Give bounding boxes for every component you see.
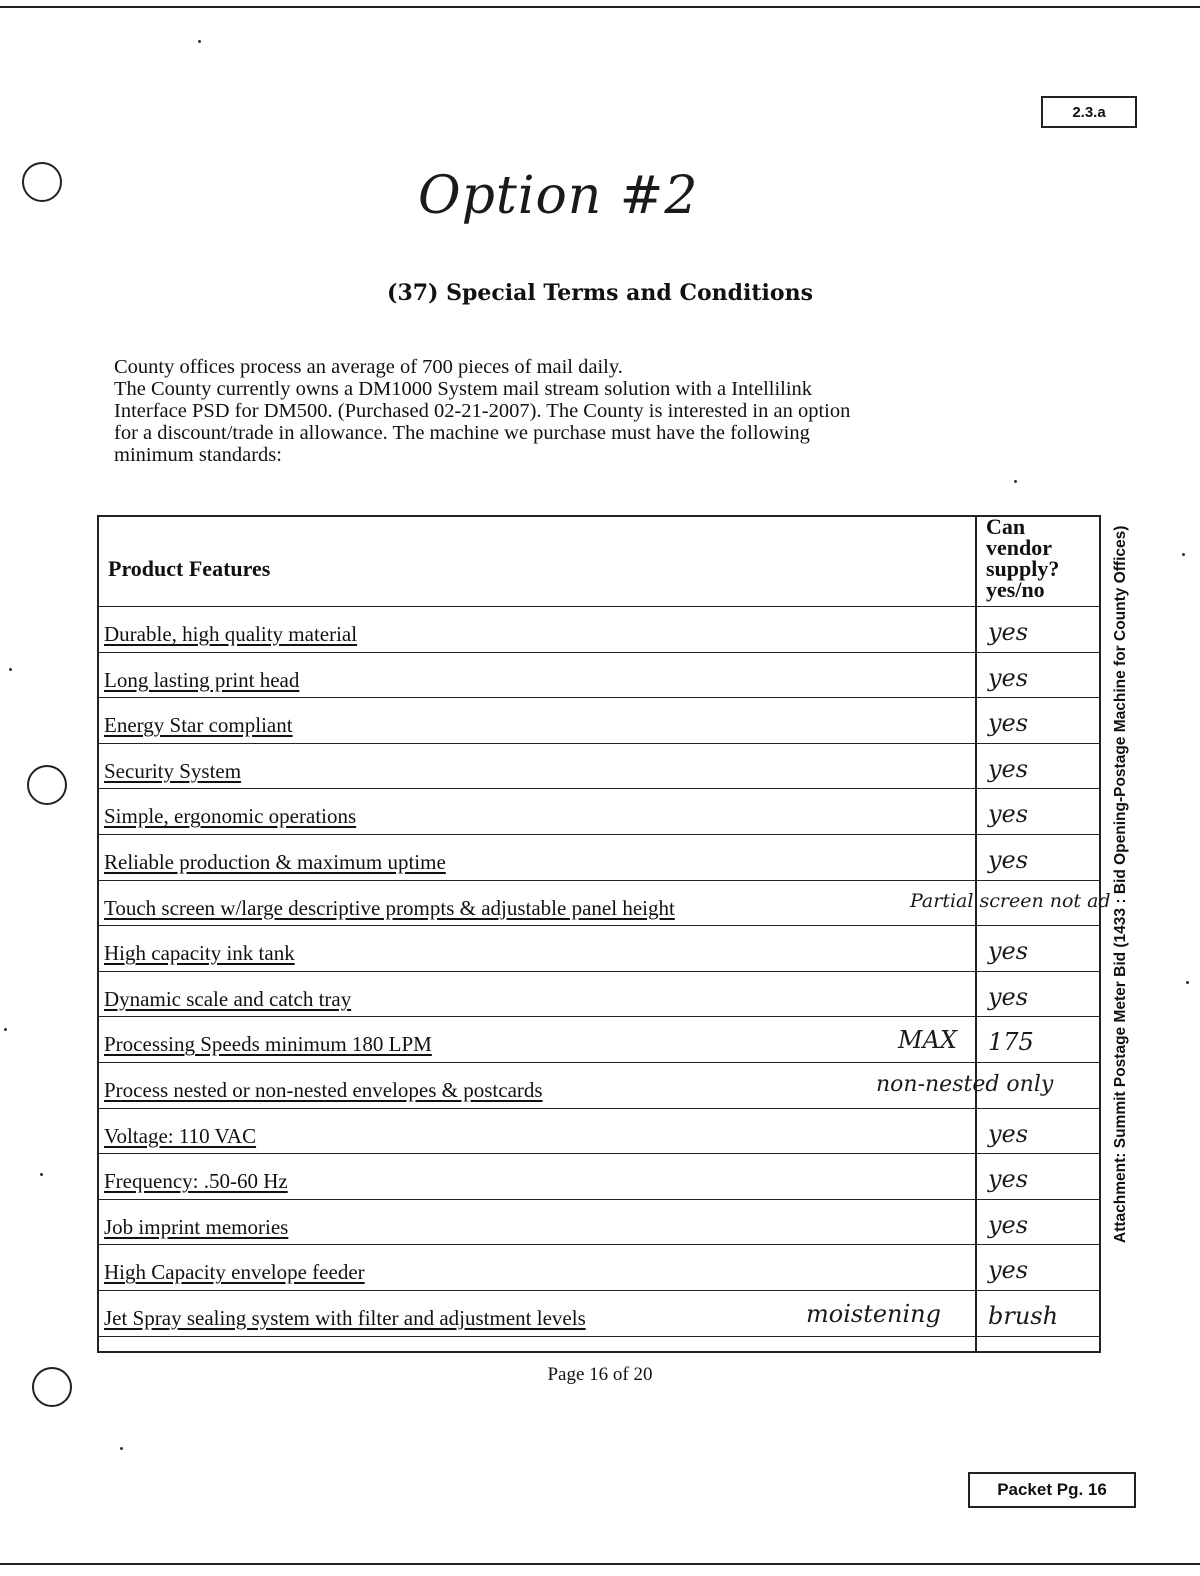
feature-label: High capacity ink tank <box>104 941 295 966</box>
handwritten-option-heading: Option #2 <box>418 166 699 226</box>
top-edge-line <box>0 6 1200 8</box>
row-rule <box>97 1153 1101 1154</box>
row-rule <box>97 925 1101 926</box>
row-rule <box>97 788 1101 789</box>
feature-label: Long lasting print head <box>104 667 300 692</box>
feature-label: Energy Star compliant <box>104 713 293 738</box>
intro-line: The County currently owns a DM1000 System mail stream solution with a Intellilink <box>114 378 813 400</box>
answer-handwritten: yes <box>988 1119 1029 1148</box>
row-rule <box>97 971 1101 972</box>
answer-handwritten: 175 <box>988 1028 1034 1057</box>
packet-page-badge: Packet Pg. 16 <box>968 1472 1136 1508</box>
scan-speck <box>40 1173 43 1176</box>
answer-handwritten: yes <box>988 1165 1029 1194</box>
row-rule <box>97 1199 1101 1200</box>
scan-speck <box>198 40 201 43</box>
punch-hole-top <box>22 162 62 202</box>
row-rule <box>97 743 1101 744</box>
answer-handwritten: yes <box>988 1256 1029 1285</box>
scan-speck <box>1014 480 1017 483</box>
answer-handwritten: yes <box>988 709 1029 738</box>
answer-handwritten: brush <box>988 1302 1059 1330</box>
answer-handwritten: yes <box>988 618 1029 646</box>
answer-handwritten: yes <box>988 800 1029 829</box>
scan-speck <box>1186 981 1189 984</box>
feature-label: High Capacity envelope feeder <box>104 1260 365 1285</box>
row-rule <box>97 1244 1101 1245</box>
attachment-side-label: Attachment: Summit Postage Meter Bid (1433 : Bid Opening-Postage Machine for County Offices) <box>1112 525 1129 1243</box>
scan-speck <box>4 1028 7 1031</box>
header-vendor-supply <box>986 516 1096 600</box>
feature-label: Processing Speeds minimum 180 LPM <box>104 1032 432 1057</box>
section-title: (37) Special Terms and Conditions <box>387 280 813 306</box>
row-rule <box>97 652 1101 653</box>
note-handwritten: moistening <box>806 1300 941 1328</box>
feature-label: Simple, ergonomic operations <box>104 804 357 829</box>
header-supply-line: yes/no <box>986 577 1045 602</box>
punch-hole-middle <box>27 765 67 805</box>
feature-label: Voltage: 110 VAC <box>104 1123 257 1148</box>
feature-label: Durable, high quality material <box>104 622 358 646</box>
row-rule <box>97 880 1101 881</box>
intro-line: County offices process an average of 700 pieces of mail daily. <box>114 356 623 378</box>
scan-speck <box>120 1447 123 1450</box>
scan-speck <box>1182 553 1185 556</box>
intro-line: minimum standards: <box>114 444 282 466</box>
answer-handwritten: yes <box>988 846 1029 874</box>
feature-label: Security System <box>104 758 242 783</box>
row-rule <box>97 1108 1101 1109</box>
table-column-divider <box>975 515 977 1353</box>
row-rule <box>97 834 1101 835</box>
intro-line: for a discount/trade in allowance. The machine we purchase must have the following <box>114 422 810 444</box>
note-handwritten: MAX <box>898 1026 957 1055</box>
answer-handwritten: yes <box>988 754 1029 783</box>
answer-handwritten: yes <box>988 1210 1029 1239</box>
answer-handwritten: yes <box>988 937 1029 966</box>
answer-handwritten: yes <box>988 982 1029 1011</box>
feature-label: Job imprint memories <box>104 1214 289 1239</box>
note-handwritten: non-nested only <box>876 1072 1054 1097</box>
scan-speck <box>9 668 12 671</box>
header-supply-line: vendor <box>986 535 1052 560</box>
row-rule <box>97 1062 1101 1063</box>
header-supply-line: supply? <box>986 556 1060 581</box>
row-rule <box>97 1016 1101 1017</box>
feature-label: Reliable production & maximum uptime <box>104 850 446 874</box>
feature-label: Jet Spray sealing system with filter and adjustment levels <box>104 1306 586 1330</box>
page-number: Page 16 of 20 <box>547 1364 653 1385</box>
row-rule <box>97 697 1101 698</box>
row-rule <box>97 1336 1101 1337</box>
intro-paragraph <box>114 356 1104 466</box>
bottom-edge-line <box>0 1563 1200 1565</box>
intro-line: Interface PSD for DM500. (Purchased 02-21-2007). The County is interested in an option <box>114 400 851 422</box>
feature-label: Process nested or non-nested envelopes & postcards <box>104 1078 543 1102</box>
agenda-item-badge: 2.3.a <box>1041 96 1137 128</box>
answer-handwritten: yes <box>988 663 1029 692</box>
header-product-features: Product Features <box>108 556 271 581</box>
header-supply-line: Can <box>986 514 1026 539</box>
feature-label: Dynamic scale and catch tray <box>104 986 352 1011</box>
feature-label: Frequency: .50-60 Hz <box>104 1169 288 1194</box>
note-handwritten: Partial screen not ad <box>910 889 1111 912</box>
row-rule <box>97 1290 1101 1291</box>
header-rule <box>97 606 1101 607</box>
feature-label: Touch screen w/large descriptive prompts & adjustable panel height <box>104 895 675 920</box>
